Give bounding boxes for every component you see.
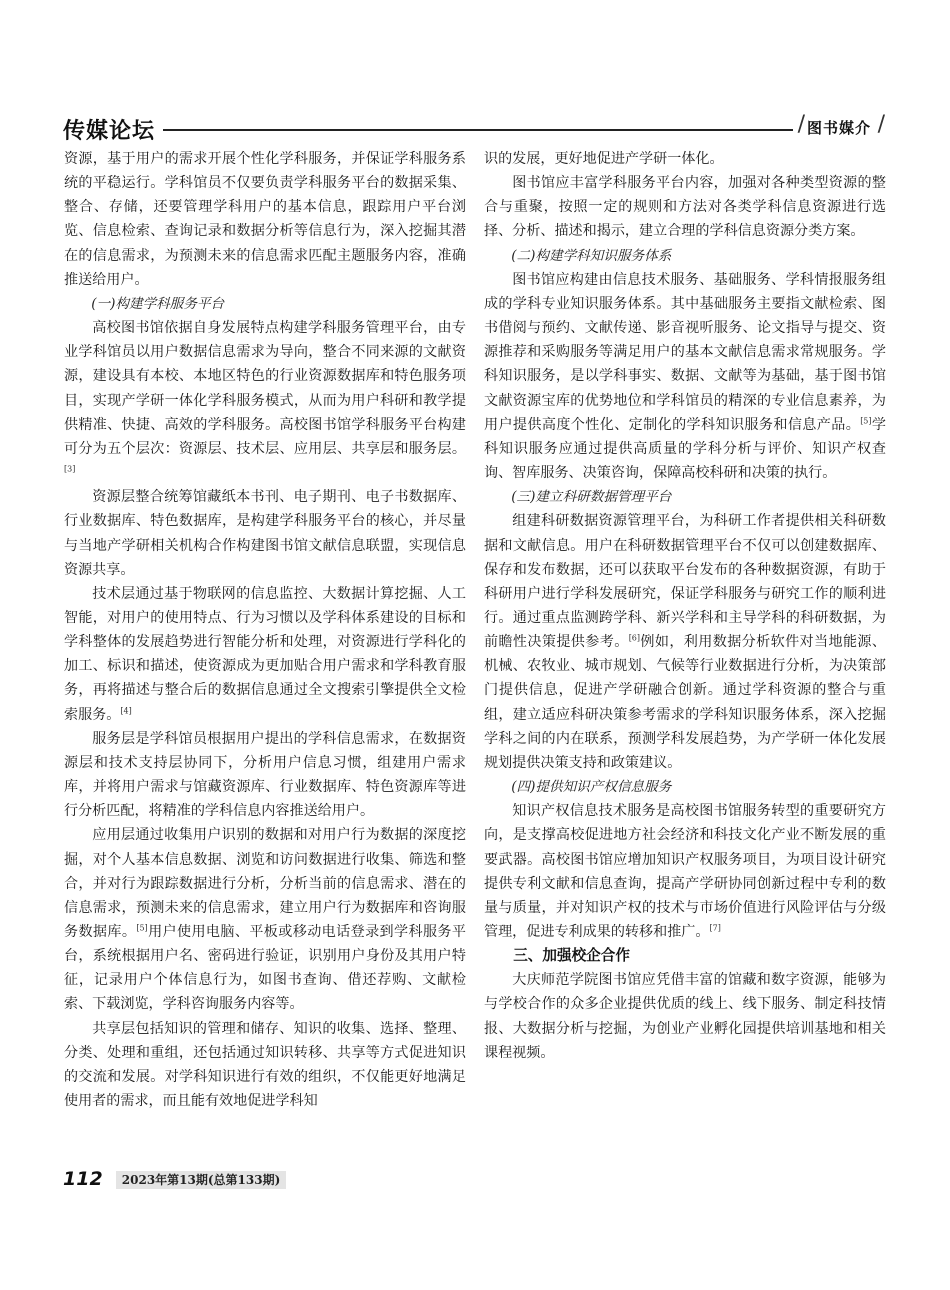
subsection-heading-4: (四)提供知识产权信息服务 — [511, 779, 672, 796]
header-slash-left: / — [797, 112, 805, 137]
paragraph-text: 例如，利用数据分析软件对当地能源、机械、农牧业、城市规划、气候等行业数据进行分析，为决策部门提供信息，促进产学研融合创新。通过学科资源的整合与重组，建立适应科研决策参考需求的学科知识服务体系，深入挖掘学科之间的内在联系，预测学科发展趋势，为产学研一体化发展规划提供决策支持和政策建议。 — [484, 634, 886, 771]
paragraph — [64, 316, 466, 485]
paragraph-text: 知识产权信息技术服务是高校图书馆服务转型的重要研究方向，是支撑高校促进地方社会经济和科技文化产业不断发展的重要武器。高校图书馆应增加知识产权服务项目，为项目设计研究提供专利文献和信息查询，提高产学研协同创新过程中专利的数量与质量，并对知识产权的技术与市场价值进行风险评估与分级管理，促进专利成果的转移和推广。 — [484, 803, 886, 940]
paragraph-text: 用户使用电脑、平板或移动电话登录到学科服务平台，系统根据用户名、密码进行验证，识别用户身份及其用户特征，记录用户个体信息行为，如图书查询、借还荐购、文献检索、下载浏览，学科咨询服务内容等。 — [64, 924, 466, 1013]
left-column — [64, 147, 466, 1113]
paragraph — [64, 823, 466, 1016]
citation-ref: [5] — [136, 923, 148, 933]
paragraph-text: 组建科研数据资源管理平台，为科研工作者提供相关科研数据和文献信息。用户在科研数据管理平台不仅可以创建数据库、保存和发布数据，还可以获取平台发布的各种数据资源，有助于科研用户进行学科发展研究，保证学科服务与研究工作的顺利进行。通过重点监测跨学科、新兴学科和主导学科的科研数据，为前瞻性决策提供参考。 — [484, 513, 886, 651]
paragraph-text: 高校图书馆依据自身发展特点构建学科服务管理平台，由专业学科馆员以用户数据信息需求为导向，整合不同来源的文献资源，建设具有本校、本地区特色的行业资源数据库和特色服务项目，实现产学研一体化学科服务模式，从而为用户科研和教学提供精准、快捷、高效的学科服务。高校图书馆学科服务平台构建可分为五个层次：资源层、技术层、应用层、共享层和服务层。 — [64, 320, 466, 457]
citation-ref: [4] — [120, 705, 132, 715]
page-header — [63, 112, 885, 148]
paragraph: 资源层整合统筹馆藏纸本书刊、电子期刊、电子书数据库、行业数据库、特色数据库，是构建学科服务平台的核心，并尽量与当地产学研相关机构合作构建图书馆文献信息联盟，实现信息资源共享。 — [64, 489, 466, 578]
citation-ref: [6] — [628, 633, 641, 643]
header-slash-right: / — [877, 112, 885, 137]
paragraph: 识的发展，更好地促进产学研一体化。 — [484, 151, 724, 167]
paragraph-text: 技术层通过基于物联网的信息监控、大数据计算挖掘、人工智能，对用户的使用特点、行为习惯以及学科体系建设的目标和学科整体的发展趋势进行智能分析和处理，对资源进行学科化的加工、标识和描述，使资源成为更加贴合用户需求和学科教育服务，再将描述与整合后的数据信息通过全文搜索引擎提供全文检索服务。 — [64, 585, 466, 723]
subsection-heading-2: (二)构建学科知识服务体系 — [511, 247, 672, 264]
paragraph: 图书馆应丰富学科服务平台内容，加强对各种类型资源的整合与重聚，按照一定的规则和方法对各类学科信息资源进行选择、分析、描述和揭示，建立合理的学科信息资源分类方案。 — [484, 175, 886, 240]
paragraph — [484, 509, 886, 775]
paragraph-text: 图书馆应构建由信息技术服务、基础服务、学科情报服务组成的学科专业知识服务体系。其中基础服务主要指文献检索、图书借阅与预约、文献传递、影音视听服务、论文指导与提交、资源推荐和采购服务等满足用户的基本文献信息需求常规服务。学科知识服务，是以学科事实、数据、文献等为基础，基于图书馆文献资源宝库的优势地位和学科馆员的精深的专业信息素养，为用户提供高度个性化、定制化的学科知识服务和信息产品。 — [484, 271, 886, 433]
subsection-heading-3: (三)建立科研数据管理平台 — [511, 489, 672, 506]
journal-title: 传媒论坛 — [63, 119, 156, 144]
section-label: 图书媒介 — [806, 119, 871, 137]
page-number: 112 — [63, 1168, 103, 1190]
paragraph: 共享层包括知识的管理和储存、知识的收集、选择、整理、分类、处理和重组，还包括通过知识转移、共享等方式促进知识的交流和发展。对学科知识进行有效的组织，不仅能更好地满足使用者的需求，而且能有效地促进学科知 — [64, 1020, 466, 1110]
paragraph — [484, 268, 886, 485]
right-column — [484, 147, 886, 1065]
citation-ref: [7] — [709, 923, 721, 933]
header-rule — [163, 129, 793, 131]
paragraph — [64, 582, 466, 727]
paragraph-text: 学科知识服务应通过提供高质量的学科分析与评价、知识产权查询、智库服务、决策咨询，保障高校科研和决策的执行。 — [484, 416, 886, 482]
paragraph — [484, 799, 886, 944]
paragraph: 服务层是学科馆员根据用户提出的学科信息需求，在数据资源层和技术支持层协同下，分析用户信息习惯，组建用户需求库，并将用户需求与馆藏资源库、行业数据库、特色资源库等进行分析匹配，将精准的学科信息内容推送给用户。 — [64, 730, 466, 820]
section-heading: 三、加强校企合作 — [513, 947, 630, 965]
paragraph: 资源，基于用户的需求开展个性化学科服务，并保证学科服务系统的平稳运行。学科馆员不仅要负责学科服务平台的数据采集、整合、存储，还要管理学科用户的基本信息，跟踪用户平台浏览、信息检索、查询记录和数据分析等信息行为，深入挖掘其潜在的信息需求，为预测未来的信息需求匹配主题服务内容，准确推送给用户。 — [64, 151, 466, 288]
citation-ref: [5] — [860, 416, 872, 426]
citation-ref: [3] — [64, 464, 76, 474]
paragraph: 大庆师范学院图书馆应凭借丰富的馆藏和数字资源，能够为与学校合作的众多企业提供优质的线上、线下服务、制定科技情报、大数据分析与挖掘，为创业产业孵化园提供培训基地和相关课程视频。 — [484, 972, 886, 1061]
paragraph-text: 应用层通过收集用户识别的数据和对用户行为数据的深度挖掘，对个人基本信息数据、浏览和访问数据进行收集、筛选和整合，并对行为跟踪数据进行分析，分析当前的信息需求、潜在的信息需求，预测未来的信息需求，建立用户行为数据库和咨询服务数据库。 — [64, 827, 466, 940]
issue-info: 2023年第13期(总第133期) — [116, 1171, 287, 1189]
page-footer — [63, 1168, 286, 1194]
subsection-heading-1: (一)构建学科服务平台 — [91, 295, 225, 312]
